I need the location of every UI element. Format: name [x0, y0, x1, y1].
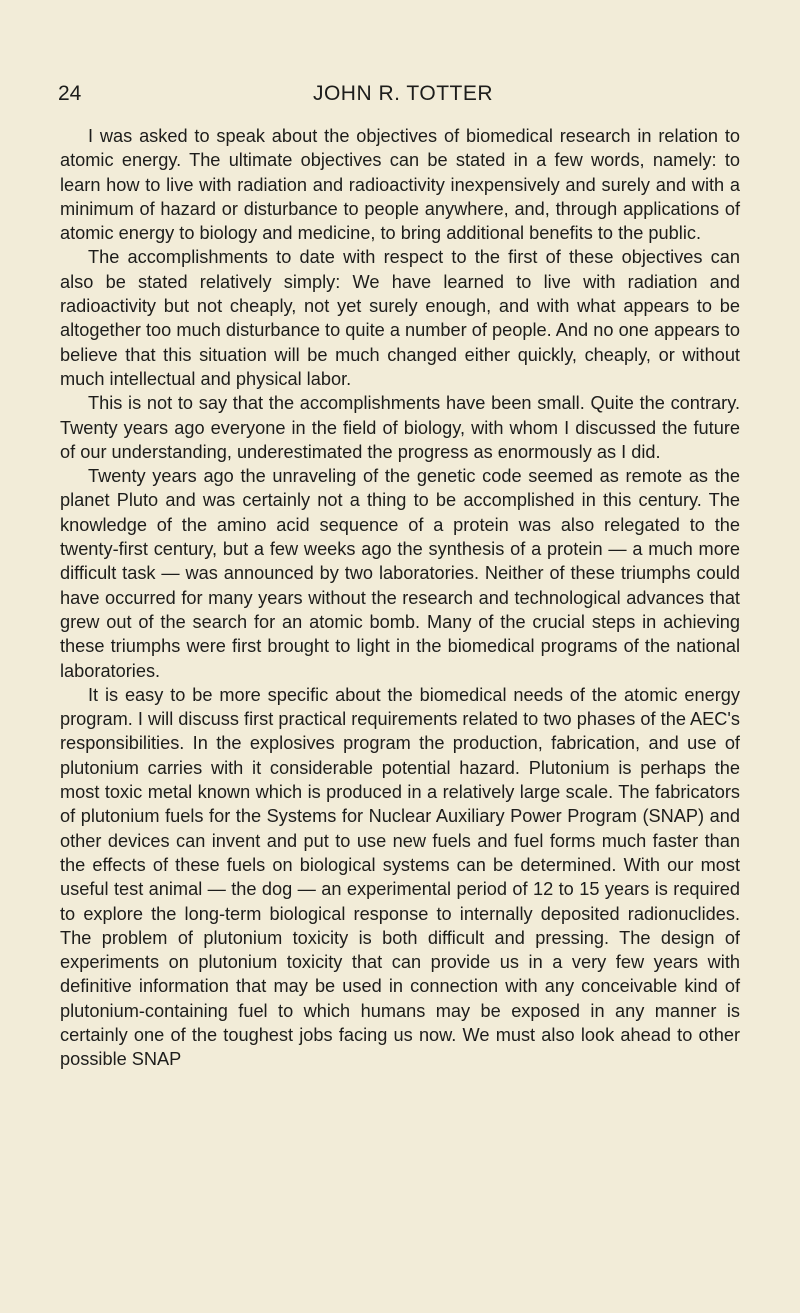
- paragraph: This is not to say that the accomplishments have been small. Quite the contrary. Twenty years ago everyone in the field of biology, with whom I discussed the future of our understanding, underestimated the progress as enormously as I did.: [60, 393, 740, 462]
- paragraph: I was asked to speak about the objectives of biomedical research in relation to atomic energy. The ultimate objectives can be stated in a few words, namely: to learn how to live with radiation and radioactivity inexpensively and surely and with a minimum of hazard or disturbance to people anywhere, and, through applications of atomic energy to biology and medicine, to bring additional benefits to the public.: [60, 126, 740, 244]
- paragraph: The accomplishments to date with respect to the first of these objectives can also be stated relatively simply: We have learned to live with radiation and radioactivity but not cheaply, not yet surely enough, and with what appears to be altogether too much disturbance to quite a number of people. And no one appears to believe that this situation will be much changed either quickly, cheaply, or without much intellectual and physical labor.: [60, 247, 740, 389]
- body-text: [60, 124, 740, 1072]
- paragraph: Twenty years ago the unraveling of the genetic code seemed as remote as the planet Pluto and was certainly not a thing to be accomplished in this century. The knowledge of the amino acid sequence of a protein was also relegated to the twenty-first century, but a few weeks ago the synthesis of a protein — a much more difficult task — was announced by two laboratories. Neither of these triumphs could have occurred for many years without the research and technological advances that grew out of the search for an atomic bomb. Many of the crucial steps in achieving these triumphs were first brought to light in the biomedical programs of the national laboratories.: [60, 466, 740, 681]
- page-number: 24: [58, 82, 82, 105]
- page-header: [58, 82, 748, 112]
- paragraph: It is easy to be more specific about the biomedical needs of the atomic energy program. I will discuss first practical requirements related to two phases of the AEC's responsibilities. In the explosives program the production, fabrication, and use of plutonium carries with it considerable potential hazard. Plutonium is perhaps the most toxic metal known which is produced in a relatively large scale. The fabricators of plutonium fuels for the Systems for Nuclear Auxiliary Power Program (SNAP) and other devices can invent and put to use new fuels and fuel forms much faster than the effects of these fuels on biological systems can be determined. With our most useful test animal — the dog — an experimental period of 12 to 15 years is required to explore the long-term biological response to internally deposited radionuclides. The problem of plutonium toxicity is both difficult and pressing. The design of experiments on plutonium toxicity that can provide us in a very few years with definitive information that may be used in connection with any conceivable kind of plutonium-containing fuel to which humans may be exposed in any manner is certainly one of the toughest jobs facing us now. We must also look ahead to other possible SNAP: [60, 684, 740, 1070]
- running-head: JOHN R. TOTTER: [312, 82, 494, 105]
